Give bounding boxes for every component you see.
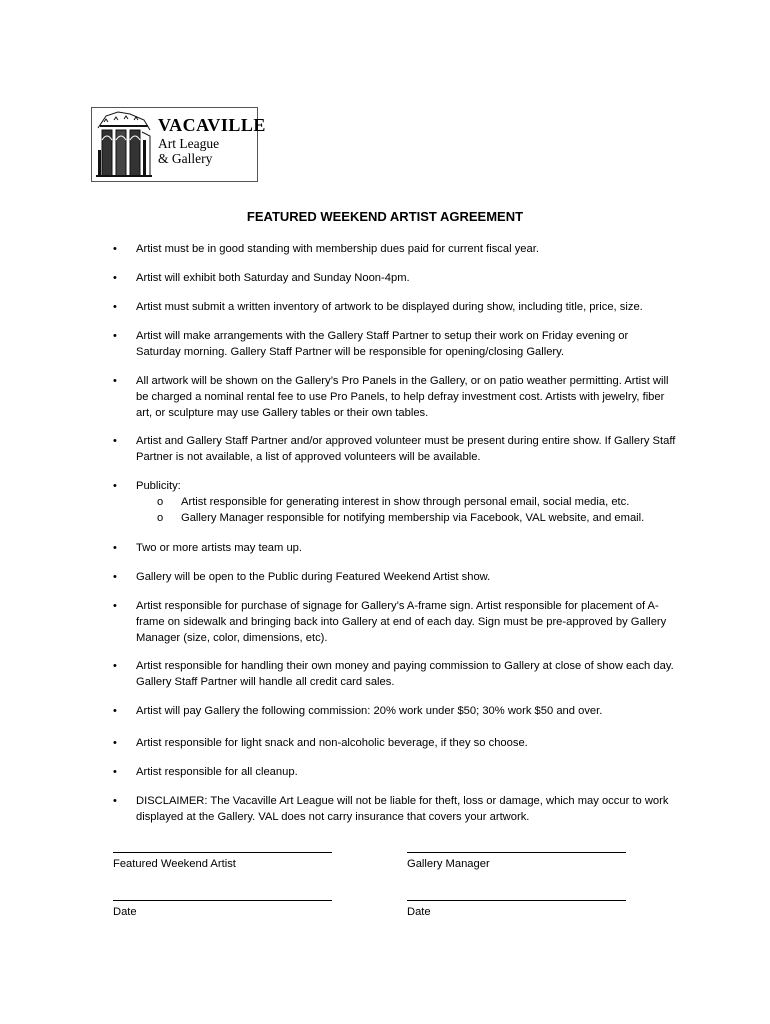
list-item [113,373,676,421]
list-item-text: Artist responsible for all cleanup. [136,766,298,778]
list-item-text: DISCLAIMER: The Vacaville Art League will not be liable for theft, loss or damage, which may occur to work displayed at the Gallery. VAL does not carry insurance that covers your artwork. [136,795,669,823]
list-item-text: Gallery will be open to the Public during Featured Weekend Artist show. [136,571,491,583]
list-item-text: Artist responsible for purchase of signage for Gallery’s A-frame sign. Artist responsible for placement of A-frame on sidewalk and bringing back into Gallery at end of each day. Sign must be pre-approved by Gallery Manager (size, color, dimensions, etc). [136,600,667,644]
bullet-icon: • [113,795,117,807]
list-item-text: Artist will exhibit both Saturday and Sunday Noon-4pm. [136,272,410,284]
bullet-icon: • [113,243,117,255]
list-item [113,433,676,465]
list-item-text: Two or more artists may team up. [136,542,302,554]
document-title: FEATURED WEEKEND ARTIST AGREEMENT [246,209,524,224]
gallery-building-illustration [94,110,154,180]
artist-date-label: Date [113,906,137,918]
publicity-subitem [157,494,630,510]
list-item [113,270,676,286]
list-item [113,735,676,751]
artist-signature-line[interactable] [113,852,332,853]
artist-date-line[interactable] [113,900,332,901]
artist-signature-label: Featured Weekend Artist [113,858,236,870]
circle-bullet-icon: o [157,496,164,508]
manager-date-line[interactable] [407,900,626,901]
bullet-icon: • [113,737,117,749]
list-item-text: All artwork will be shown on the Gallery’s Pro Panels in the Gallery, or on patio weather permitting. Artist will be charged a nominal rental fee to use Pro Panels, to help defray investment cost. Artists with jewelry, fiber art, or sculpture may use Gallery tables or their own tables. [136,375,669,419]
manager-signature-label: Gallery Manager [407,858,490,870]
bullet-icon: • [113,766,117,778]
list-item-text: Artist responsible for handling their own money and paying commission to Gallery at close of show each day. Gallery Staff Partner will handle all credit card sales. [136,660,674,688]
bullet-icon: • [113,375,117,387]
list-item [113,478,676,494]
list-item [113,703,676,719]
bullet-icon: • [113,542,117,554]
bullet-icon: • [113,705,117,717]
list-item [113,764,676,780]
publicity-subitem [157,510,645,526]
list-item [113,658,676,690]
subitem-text: Artist responsible for generating interest in show through personal email, social media, etc. [181,496,630,508]
circle-bullet-icon: o [157,512,164,524]
list-item-text: Artist must be in good standing with membership dues paid for current fiscal year. [136,243,539,255]
list-item [113,328,676,360]
logo-subtitle-line2: & Gallery [158,151,213,166]
vacaville-art-league-logo [91,107,266,182]
logo-name: VACAVILLE [158,115,266,135]
list-item [113,299,676,315]
list-item [113,241,676,257]
list-item [113,540,676,556]
list-item [113,598,676,646]
bullet-icon: • [113,480,117,492]
list-item-text: Artist will pay Gallery the following commission: 20% work under $50; 30% work $50 and over. [136,705,603,717]
bullet-icon: • [113,301,117,313]
list-item-text: Artist and Gallery Staff Partner and/or approved volunteer must be present during entire show. If Gallery Staff Partner is not available, a list of approved volunteers will be available. [136,435,676,463]
bullet-icon: • [113,435,117,447]
list-item [113,793,676,825]
manager-signature-line[interactable] [407,852,626,853]
bullet-icon: • [113,571,117,583]
list-item-text: Artist will make arrangements with the Gallery Staff Partner to setup their work on Friday evening or Saturday morning. Gallery Staff Partner will be responsible for opening/closing Gallery. [136,330,629,358]
bullet-icon: • [113,600,117,612]
bullet-icon: • [113,660,117,672]
subitem-text: Gallery Manager responsible for notifying membership via Facebook, VAL website, and email. [181,512,645,524]
manager-date-label: Date [407,906,431,918]
bullet-icon: • [113,330,117,342]
list-item-text: Publicity: [136,480,181,492]
list-item [113,569,676,585]
list-item-text: Artist responsible for light snack and non-alcoholic beverage, if they so choose. [136,737,528,749]
bullet-icon: • [113,272,117,284]
list-item-text: Artist must submit a written inventory of artwork to be displayed during show, including title, price, size. [136,301,643,313]
logo-subtitle-line1: Art League [158,136,220,151]
